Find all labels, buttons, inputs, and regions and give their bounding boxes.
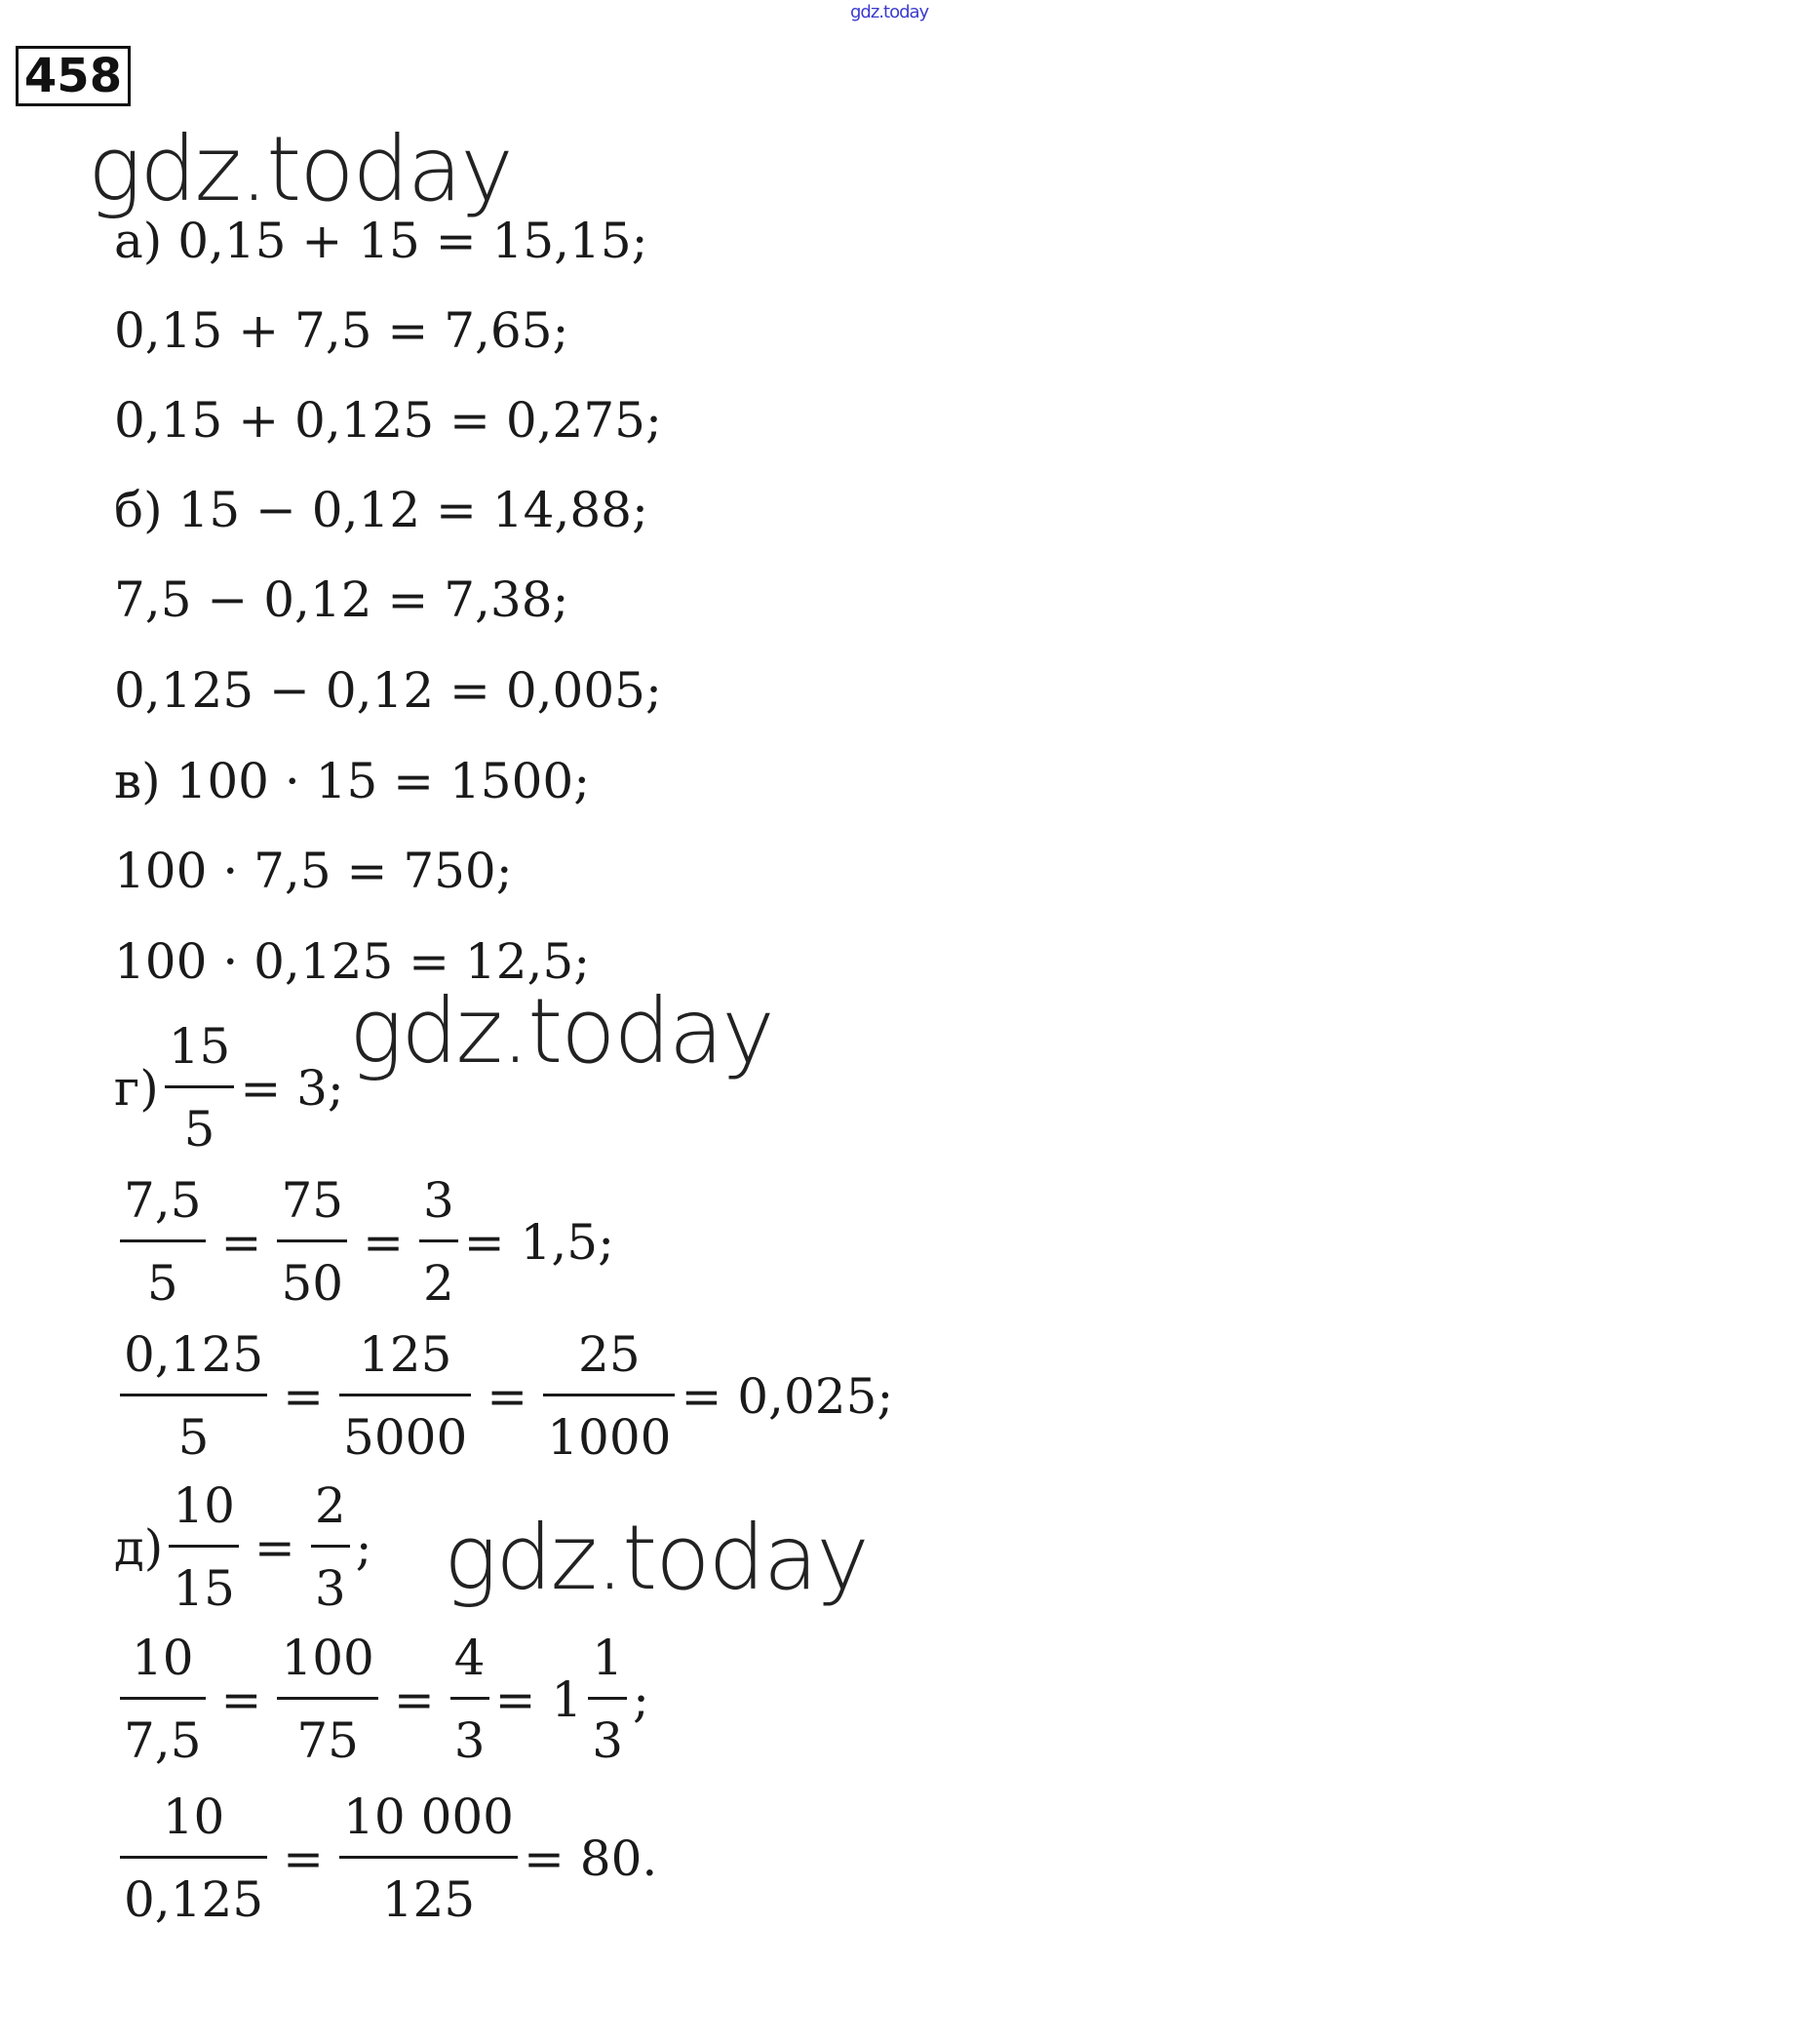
result: = 1,5; — [463, 1214, 614, 1271]
numerator: 10 — [173, 1477, 235, 1534]
fraction — [169, 1478, 239, 1617]
numerator: 75 — [281, 1172, 344, 1229]
fraction-bar — [277, 1239, 347, 1242]
fraction — [120, 1327, 267, 1466]
solution-line-v3: 100 · 0,125 = 12,5; — [114, 933, 591, 990]
fraction — [120, 1631, 206, 1769]
fraction-bar — [419, 1239, 458, 1242]
equals-sign: = — [220, 1671, 262, 1728]
equals-sign: = — [393, 1671, 435, 1728]
numerator: 0,125 — [124, 1326, 264, 1383]
watermark: gdz.today — [444, 1506, 868, 1610]
fraction — [339, 1789, 518, 1928]
denominator: 50 — [281, 1254, 344, 1312]
watermark: gdz.today — [349, 979, 773, 1083]
fraction-bar — [120, 1856, 267, 1859]
fraction — [165, 1019, 235, 1158]
fraction — [588, 1631, 627, 1769]
denominator: 125 — [381, 1870, 476, 1928]
equals-sign: = — [487, 1368, 528, 1425]
solution-line-g2 — [114, 1173, 614, 1312]
fraction — [277, 1173, 347, 1312]
result: = 0,025; — [681, 1368, 894, 1425]
fraction — [311, 1478, 350, 1617]
item-label: г) — [114, 1060, 159, 1117]
denominator: 1000 — [547, 1408, 672, 1466]
solution-line-b1: б) 15 − 0,12 = 14,88; — [114, 482, 648, 538]
task-number-box: 458 — [16, 46, 131, 106]
solution-line-v2: 100 · 7,5 = 750; — [114, 843, 513, 899]
fraction-bar — [588, 1697, 627, 1700]
equals-sign: = — [220, 1214, 262, 1271]
fraction-bar — [450, 1697, 489, 1700]
denominator: 7,5 — [124, 1711, 202, 1769]
solution-line-v1: в) 100 · 15 = 1500; — [114, 753, 591, 809]
result: ; — [633, 1671, 649, 1728]
fraction-bar — [339, 1394, 471, 1396]
fraction-bar — [120, 1239, 206, 1242]
numerator: 3 — [422, 1172, 454, 1229]
result: ; — [355, 1519, 372, 1576]
solution-line-g1 — [114, 1019, 344, 1158]
denominator: 3 — [314, 1559, 346, 1617]
item-label: д) — [114, 1519, 164, 1576]
denominator: 5 — [183, 1100, 215, 1158]
result: = 3; — [240, 1060, 344, 1117]
fraction — [339, 1327, 471, 1466]
watermark-top: gdz.today — [850, 2, 929, 22]
watermark: gdz.today — [88, 117, 512, 221]
equals-sign: = — [283, 1830, 325, 1887]
solution-line-d2 — [114, 1631, 649, 1769]
fraction-bar — [165, 1085, 235, 1088]
numerator: 2 — [314, 1477, 346, 1534]
solution-line-g3 — [114, 1327, 893, 1466]
denominator: 5 — [177, 1408, 210, 1466]
fraction — [450, 1631, 489, 1769]
numerator: 15 — [168, 1018, 231, 1075]
fraction-bar — [277, 1697, 377, 1700]
solution-line-d1 — [114, 1478, 372, 1617]
numerator: 25 — [578, 1326, 641, 1383]
solution-line-a3: 0,15 + 0,125 = 0,275; — [114, 392, 662, 449]
denominator: 5 — [146, 1254, 178, 1312]
fraction — [120, 1789, 267, 1928]
numerator: 1 — [592, 1630, 624, 1686]
denominator: 3 — [453, 1711, 486, 1769]
solution-line-b3: 0,125 − 0,12 = 0,005; — [114, 662, 662, 719]
fraction — [543, 1327, 675, 1466]
equals-sign: = — [283, 1368, 325, 1425]
fraction-bar — [311, 1545, 350, 1548]
numerator: 7,5 — [124, 1172, 202, 1229]
fraction-bar — [543, 1394, 675, 1396]
fraction — [120, 1173, 206, 1312]
denominator: 5000 — [343, 1408, 468, 1466]
mixed-whole: = 1 — [494, 1671, 583, 1728]
equals-sign: = — [253, 1519, 295, 1576]
fraction-bar — [120, 1394, 267, 1396]
solution-line-b2: 7,5 − 0,12 = 7,38; — [114, 571, 569, 628]
numerator: 10 — [131, 1630, 194, 1686]
denominator: 0,125 — [124, 1870, 264, 1928]
numerator: 125 — [358, 1326, 452, 1383]
solution-line-d3 — [114, 1789, 657, 1928]
fraction — [419, 1173, 458, 1312]
numerator: 10 000 — [343, 1788, 514, 1845]
fraction-bar — [169, 1545, 239, 1548]
fraction-bar — [339, 1856, 518, 1859]
numerator: 10 — [162, 1788, 225, 1845]
numerator: 100 — [281, 1630, 374, 1686]
denominator: 3 — [592, 1711, 624, 1769]
result: = 80. — [524, 1830, 658, 1887]
fraction — [277, 1631, 377, 1769]
equals-sign: = — [363, 1214, 404, 1271]
denominator: 2 — [422, 1254, 454, 1312]
fraction-bar — [120, 1697, 206, 1700]
solution-line-a2: 0,15 + 7,5 = 7,65; — [114, 302, 569, 359]
denominator: 15 — [173, 1559, 235, 1617]
denominator: 75 — [296, 1711, 359, 1769]
numerator: 4 — [453, 1630, 486, 1686]
solution-line-a1: а) 0,15 + 15 = 15,15; — [114, 213, 648, 269]
